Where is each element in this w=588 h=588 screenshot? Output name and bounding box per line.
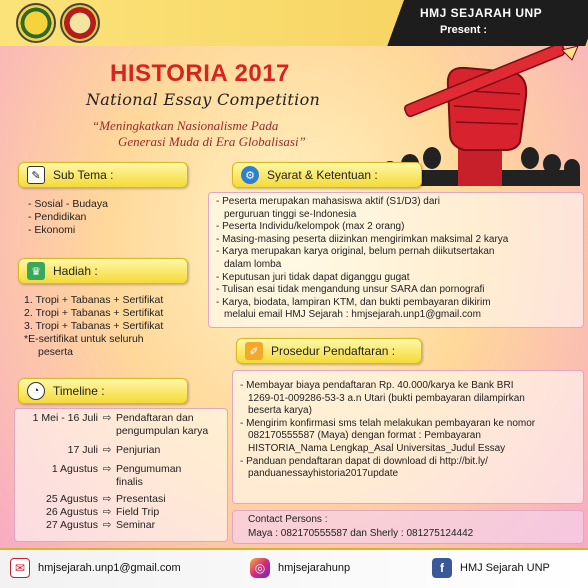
- event-theme-line-2: Generasi Muda di Era Globalisasi”: [118, 134, 306, 149]
- instagram-icon: ◎: [250, 558, 270, 578]
- list-item: - Tulisan esai tidak mengandung unsur SARA dan pornografi: [216, 284, 485, 296]
- timeline-row: [18, 506, 224, 519]
- list-item: - Karya, biodata, lampiran KTM, dan bukti pembayaran dikirim: [216, 296, 491, 308]
- arrow-icon: ⇨: [102, 463, 112, 475]
- timeline-row: [18, 425, 224, 438]
- timeline-date: 25 Agustus: [46, 493, 98, 505]
- facebook-text: HMJ Sejarah UNP: [460, 562, 550, 574]
- list-item: 1. Tropi + Tabanas + Sertifikat: [24, 294, 164, 306]
- syarat-heading: Syarat & Ketentuan :: [267, 168, 378, 182]
- list-item: HISTORIA_Nama Lengkap_Asal Universitas_Judul Essay: [248, 442, 506, 454]
- organizer-name: HMJ SEJARAH UNP: [420, 6, 543, 20]
- list-item: perguruan tinggi se-Indonesia: [224, 208, 357, 220]
- prosedur-heading: Prosedur Pendaftaran :: [271, 344, 396, 358]
- list-item: *E-sertifikat untuk seluruh: [24, 333, 144, 345]
- instagram-text: hmjsejarahunp: [278, 562, 351, 574]
- timeline-date: 1 Agustus: [51, 463, 98, 475]
- arrow-icon: ⇨: [102, 506, 112, 518]
- footer-instagram[interactable]: [250, 558, 350, 578]
- list-item: - Ekonomi: [28, 224, 76, 236]
- list-item: - Panduan pendaftaran dapat di download di http://bit.ly/: [240, 455, 488, 467]
- list-item: 3. Tropi + Tabanas + Sertifikat: [24, 320, 164, 332]
- timeline-event: finalis: [116, 476, 143, 488]
- list-item: - Masing-masing peserta diizinkan mengirimkan maksimal 2 karya: [216, 233, 509, 245]
- list-item: - Sosial - Budaya: [28, 198, 108, 210]
- present-label: Present :: [440, 24, 488, 36]
- list-item: - Karya merupakan karya original, belum pernah diikutsertakan: [216, 246, 495, 258]
- event-title: HISTORIA 2017: [110, 60, 290, 87]
- footer-facebook[interactable]: [432, 558, 550, 578]
- hadiah-header: [18, 258, 188, 284]
- list-item: 082170555587 (Maya) dengan format : Pembayaran: [248, 430, 481, 442]
- timeline-date: 27 Agustus: [46, 519, 98, 531]
- facebook-icon: f: [432, 558, 452, 578]
- timeline-event: Seminar: [116, 519, 156, 531]
- hmj-logo: [60, 3, 100, 43]
- list-item: - Pendidikan: [28, 211, 87, 223]
- timeline-event: Pendaftaran dan: [116, 412, 194, 424]
- timeline-row: [18, 444, 224, 457]
- list-item: beserta karya): [248, 405, 312, 417]
- list-item: - Keputusan juri tidak dapat diganggu gugat: [216, 271, 410, 283]
- timeline-heading: Timeline :: [53, 384, 105, 398]
- contact-line: Maya : 082170555587 dan Sherly : 081275124442: [248, 528, 474, 539]
- list-item: panduanessayhistoria2017update: [248, 468, 399, 480]
- hadiah-list: [24, 294, 163, 359]
- timeline-header: [18, 378, 188, 404]
- syarat-header: [232, 162, 422, 188]
- mail-icon: ✉: [10, 558, 30, 578]
- timeline-row: [18, 463, 224, 476]
- list-item: 1269-01-009286-53-3 a.n Utari (bukti pembayaran dilampirkan: [248, 392, 525, 404]
- timeline-row: [18, 519, 224, 532]
- prosedur-header: [236, 338, 422, 364]
- arrow-icon: ⇨: [102, 493, 112, 505]
- list-item: 2. Tropi + Tabanas + Sertifikat: [24, 307, 164, 319]
- pencil-icon: ✐: [245, 342, 263, 360]
- prosedur-list: [240, 380, 535, 481]
- gear-icon: ⚙: [241, 166, 259, 184]
- timeline-event: Pengumuman: [116, 463, 182, 475]
- arrow-icon: ⇨: [102, 444, 112, 456]
- timeline-event: pengumpulan karya: [116, 425, 209, 437]
- timeline-date: 17 Juli: [67, 444, 98, 456]
- event-theme-line-1: “Meningkatkan Nasionalisme Pada: [92, 118, 279, 133]
- timeline-date: [18, 476, 116, 489]
- timeline-list: [18, 412, 224, 532]
- timeline-date: 1 Mei - 16 Juli: [32, 412, 98, 424]
- timeline-event: Penjurian: [116, 444, 161, 456]
- arrow-icon: ⇨: [102, 519, 112, 531]
- clock-icon: ◔: [27, 382, 45, 400]
- list-item: - Peserta Individu/kelompok (max 2 orang): [216, 221, 405, 233]
- notepad-icon: ✎: [27, 166, 45, 184]
- footer-email[interactable]: [10, 558, 181, 578]
- sub-tema-heading: Sub Tema :: [53, 168, 114, 182]
- timeline-date: [18, 425, 116, 438]
- sub-tema-list: [28, 198, 108, 237]
- list-item: - Membayar biaya pendaftaran Rp. 40.000/karya ke Bank BRI: [240, 380, 514, 391]
- timeline-row: [18, 412, 224, 425]
- sub-tema-header: [18, 162, 188, 188]
- timeline-row: [18, 493, 224, 506]
- university-logo: [16, 3, 56, 43]
- arrow-icon: ⇨: [102, 412, 112, 424]
- syarat-list: [216, 196, 508, 322]
- trophy-icon: ♛: [27, 262, 45, 280]
- timeline-event: Presentasi: [116, 493, 166, 505]
- list-item: peserta: [38, 346, 74, 358]
- list-item: melalui email HMJ Sejarah : hmjsejarah.unp1@gmail.com: [224, 309, 481, 321]
- list-item: dalam lomba: [224, 258, 282, 270]
- list-item: - Mengirim konfirmasi sms telah melakukan pembayaran ke nomor: [240, 417, 536, 429]
- event-subtitle: National Essay Competition: [86, 90, 321, 109]
- timeline-date: 26 Agustus: [46, 506, 98, 518]
- hadiah-heading: Hadiah :: [53, 264, 98, 278]
- list-item: - Peserta merupakan mahasiswa aktif (S1/D3) dari: [216, 196, 440, 207]
- timeline-event: Field Trip: [116, 506, 160, 518]
- email-text: hmjsejarah.unp1@gmail.com: [38, 562, 181, 574]
- contact-heading: Contact Persons :: [248, 514, 328, 525]
- timeline-row: [18, 476, 224, 489]
